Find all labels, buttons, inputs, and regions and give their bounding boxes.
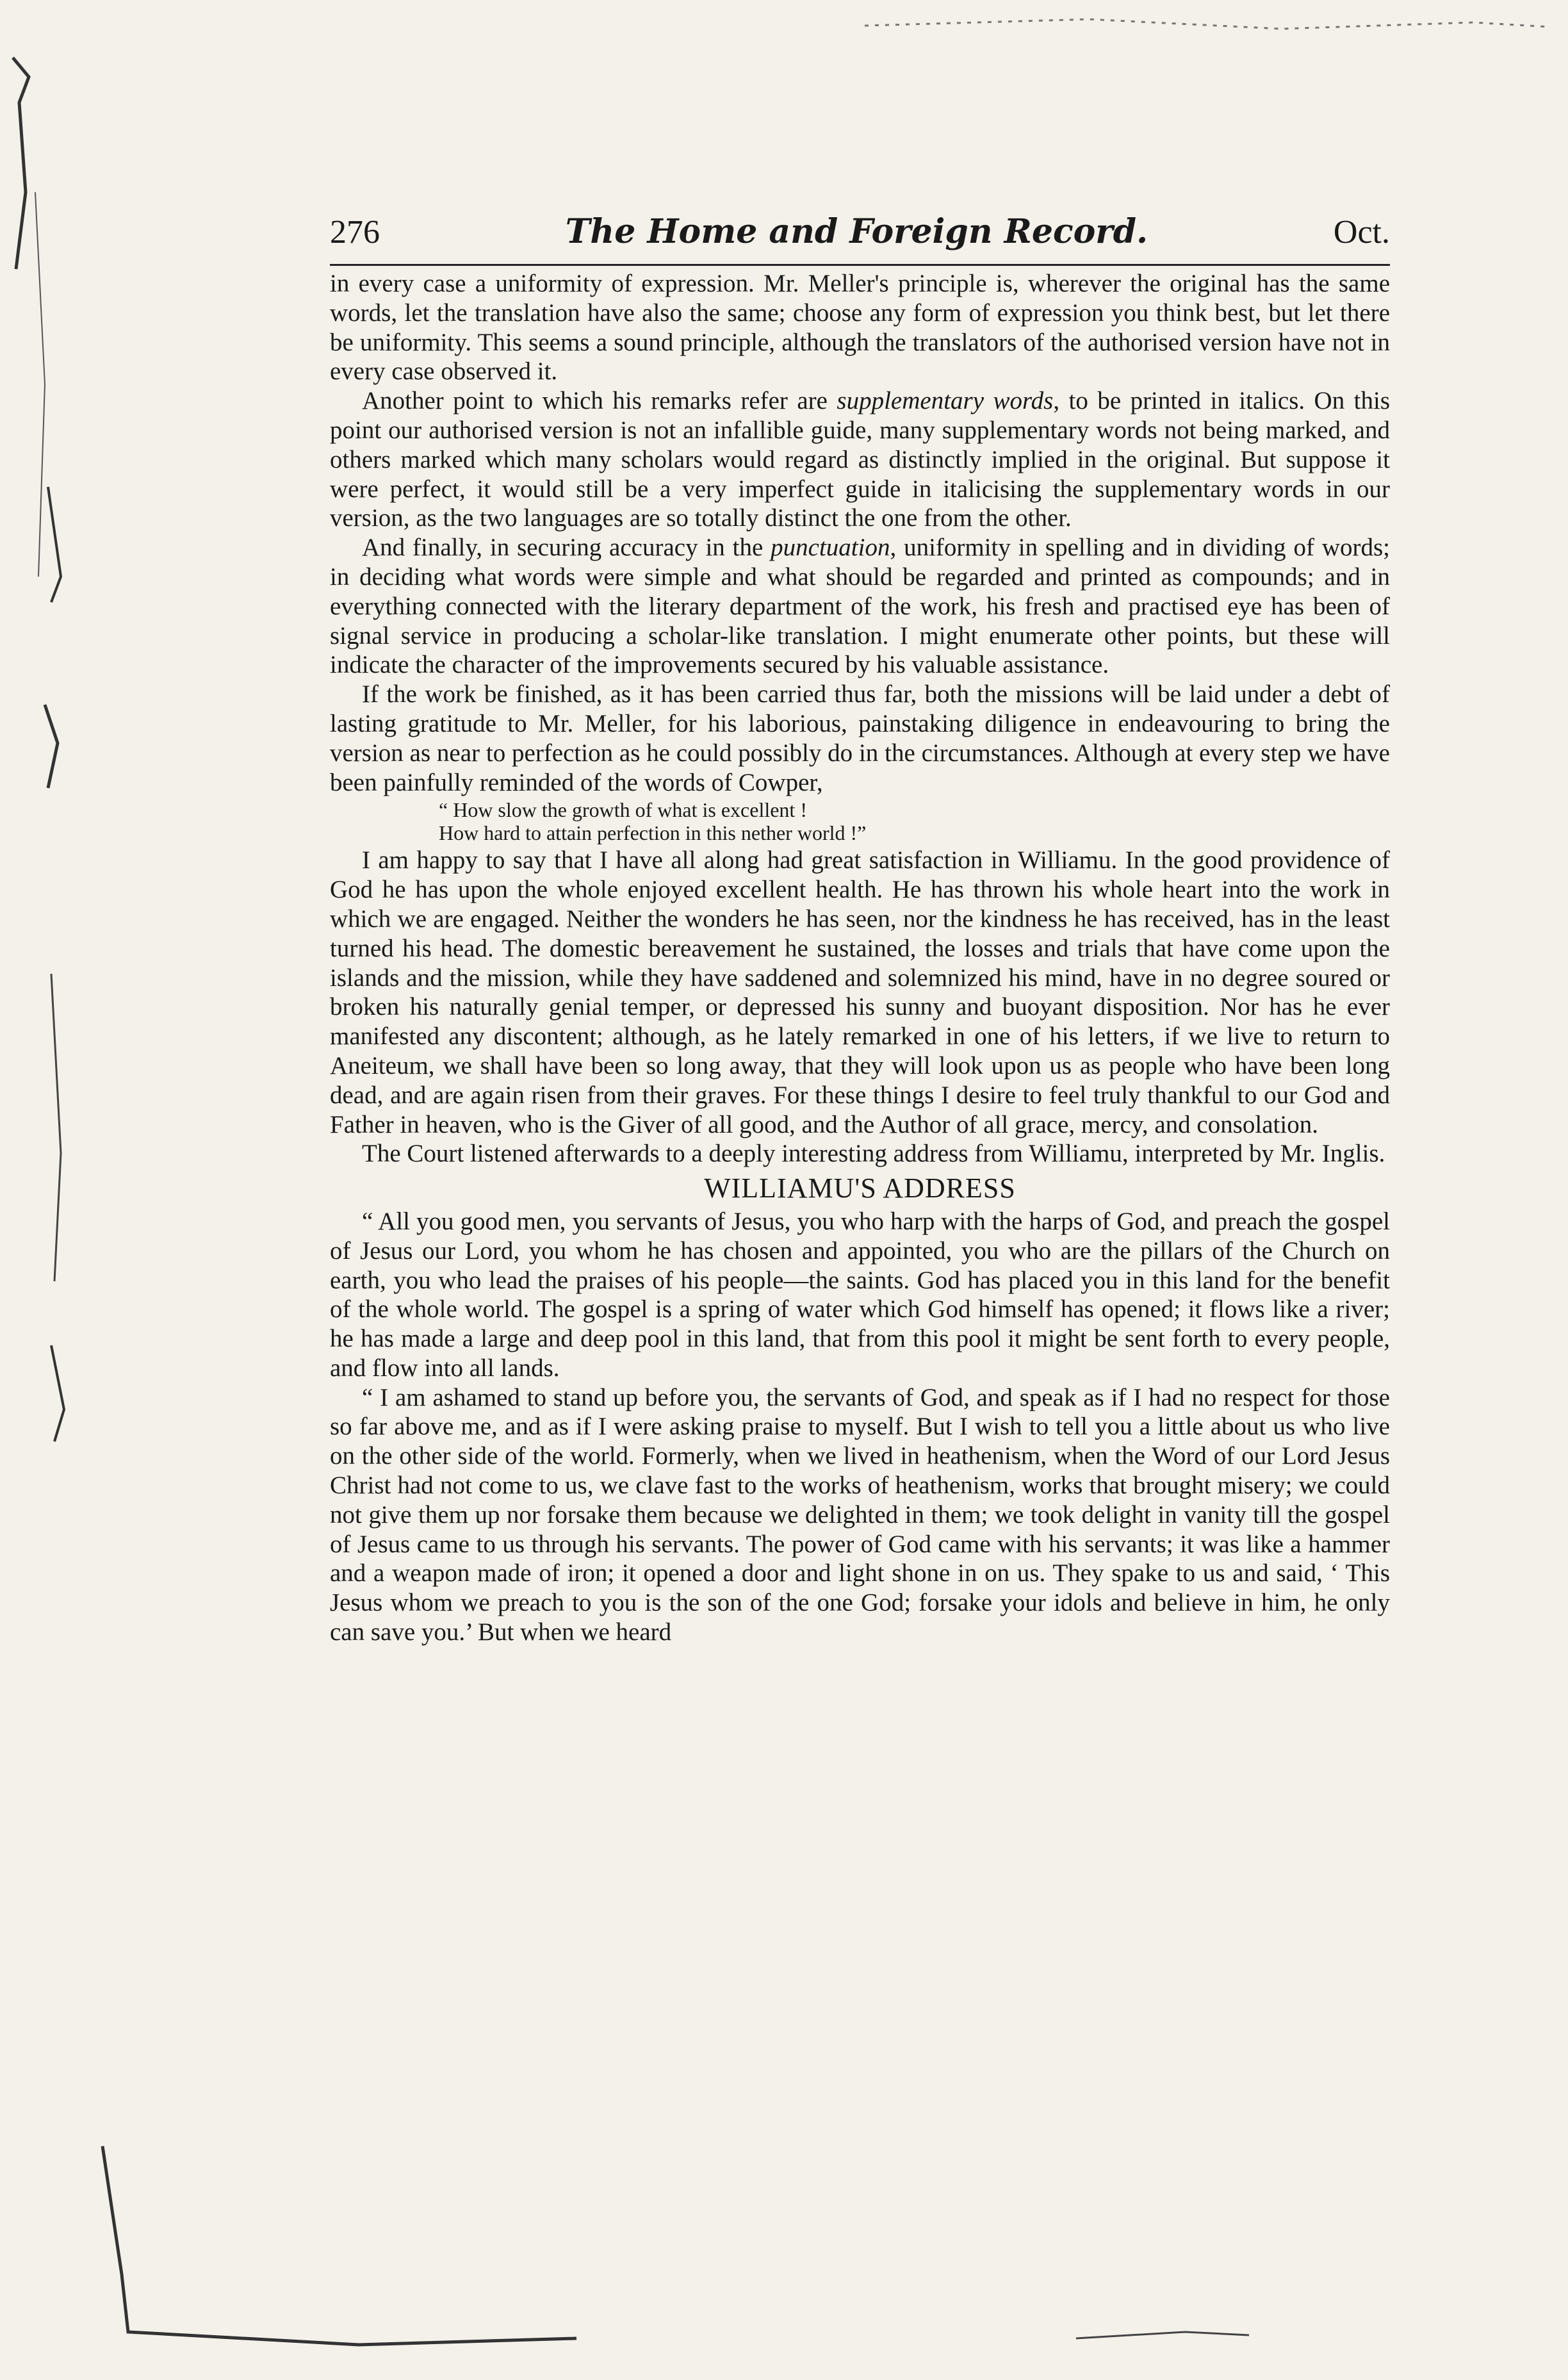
header-rule bbox=[330, 264, 1390, 266]
paragraph bbox=[330, 386, 1390, 533]
paragraph-text: uniformity in spelling and in dividing of words; in deciding what words were simple and what should be regarded and printed as compounds; and in everything connected with the literary department of the work, his fresh and practised eye has been of signal service in producing a scholar-like translation. I might enumerate other points, but these will indicate the character of the improvements secured by his valuable assistance. bbox=[330, 534, 1390, 679]
quote-line: “ How slow the growth of what is excellent ! bbox=[439, 798, 807, 822]
paragraph: I am happy to say that I have all along had great satisfaction in Williamu. In the good providence of God he has upon the whole enjoyed excellent health. He has thrown his whole heart into the work in which we are engaged. Neither the wonders he has seen, nor the kindness he has received, has in the least turned his head. The domestic bereavement he sustained, the losses and trials that have come upon the islands and the mission, while they have saddened and solemnized his mind, have in no degree soured or broken his naturally genial temper, or depressed his sunny and buoyant disposition. Nor has he ever manifested any discontent; although, as he lately remarked in one of his letters, if we live to return to Aneiteum, we shall have been so long away, that they will look upon us as people who have been long dead, and are again risen from their graves. For these things I desire to feel truly thankful to our God and Father in heaven, who is the Giver of all good, and the Author of all grace, mercy, and consolation. bbox=[330, 846, 1390, 1138]
issue-month: Oct. bbox=[1333, 214, 1390, 250]
italic-term: supplementary words bbox=[837, 387, 1054, 415]
body-text bbox=[330, 269, 1390, 1647]
paragraph-text: , bbox=[890, 534, 904, 562]
paragraph-text: Another point to which his remarks refer are bbox=[362, 387, 837, 415]
paragraph-text: And finally, in securing accuracy in the bbox=[362, 534, 771, 562]
italic-term: punctuation bbox=[771, 534, 890, 562]
paragraph: “ All you good men, you servants of Jesus, you who harp with the harps of God, and preach the gospel of Jesus our Lord, you whom he has chosen and appointed, you who are the pillars of the Church on earth, you who lead the praises of his people—the saints. God has placed you in this land for the benefit of the whole world. The gospel is a spring of water which God himself has opened; it flows like a river; he has made a large and deep pool in this land, that from this pool it might be sent forth to every people, and flow into all lands. bbox=[330, 1207, 1390, 1382]
paragraph: If the work be finished, as it has been carried thus far, both the missions will be laid under a debt of lasting gratitude to Mr. Meller, for his laborious, painstaking diligence in endeavouring to bring the version as near to perfection as he could possibly do in the circumstances. Although at every step we have been painfully reminded of the words of Cowper, bbox=[330, 680, 1390, 796]
running-header bbox=[330, 206, 1390, 251]
paragraph bbox=[330, 533, 1390, 680]
paragraph: in every case a uniformity of expression. Mr. Meller's principle is, wherever the original has the same words, let the translation have also the same; choose any form of expression you think best, but let there be uniformity. This seems a sound principle, although the translators of the authorised version have not in every case observed it. bbox=[330, 270, 1390, 386]
paragraph: The Court listened afterwards to a deeply interesting address from Williamu, interpreted by Mr. Inglis. bbox=[362, 1140, 1385, 1168]
journal-title: The Home and Foreign Record. bbox=[565, 212, 1148, 251]
paragraph-text: , to be printed in italics. On this point our authorised version is not an infallible guide, many supplementary words not being marked, and others marked which many scholars would regard as distinctly implied in the original. bbox=[330, 387, 1390, 473]
quote-line: How hard to attain perfection in this nether world !” bbox=[439, 821, 867, 845]
page-number: 276 bbox=[330, 214, 380, 250]
paragraph: “ I am ashamed to stand up before you, the servants of God, and speak as if I had no respect for those so far above me, and as if I were asking praise to myself. But I wish to tell you a little about us who live on the other side of the world. Formerly, when we lived in heathenism, when the Word of our Lord Jesus Christ had not come to us, we clave fast to the works of heathenism, works that brought misery; we could not give them up nor forsake them because we delighted in them; we took delight in vanity till the gospel of Jesus came to us through his servants. The power of God came with his servants; it was like a hammer and a weapon made of iron; it opened a door and light shone in on us. They spake to us and said, ‘ This Jesus whom we preach to you is the son of the one God; forsake your idols and believe in him, he only can save you.’ But when we heard bbox=[330, 1383, 1390, 1646]
section-heading: WILLIAMU'S ADDRESS bbox=[704, 1172, 1016, 1204]
cowper-quote bbox=[439, 798, 1390, 844]
paragraph-text: But suppose it were perfect, it would still be a very imperfect guide in italicising the supplementary words in our version, as the two languages are so totally distinct the one from the other. bbox=[330, 445, 1390, 532]
